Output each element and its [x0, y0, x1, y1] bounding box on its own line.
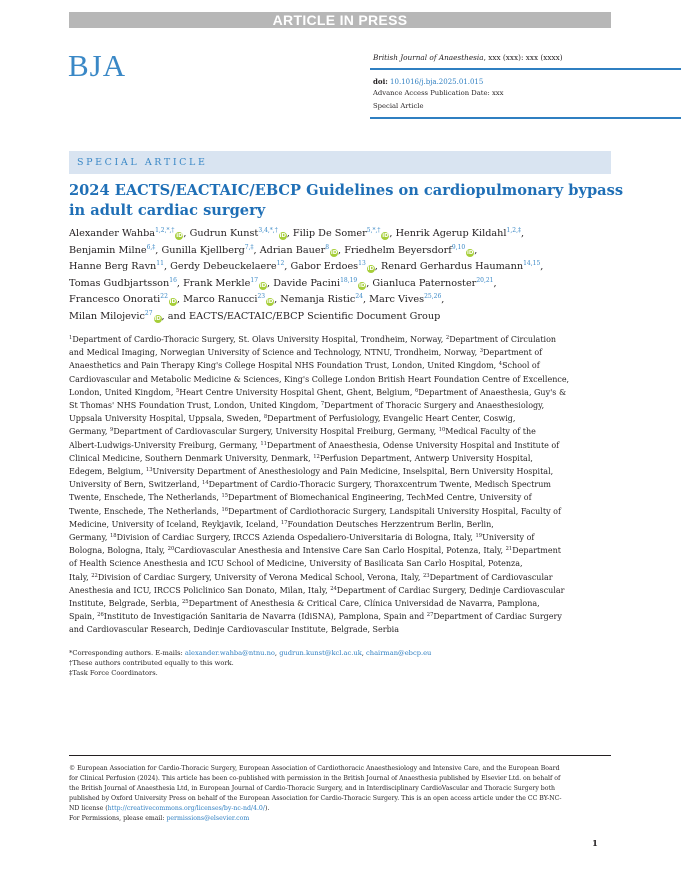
- author-name: Milan Milojevic: [69, 310, 145, 322]
- license-url-link[interactable]: http://creativecommons.org/licenses/by-nc-nd/4.0/: [107, 805, 265, 812]
- orcid-icon[interactable]: iD: [259, 282, 267, 289]
- affiliation-number: 18: [110, 533, 117, 540]
- affiliation-line: Anaesthetics and Pain Therapy King's College Hospital NHS Foundation Trust, London, United Kingdom, $^4$School of: [69, 361, 540, 371]
- journal-volume: , xxx (xxx): xxx (xxxx): [483, 53, 563, 62]
- license-line: published by Oxford University Press on behalf of the European Association for Cardio-Thoracic Surgery. This is an open access article under the CC BY-NC-: [69, 795, 562, 802]
- author-name: Gudrun Kunst: [189, 228, 259, 239]
- page-number: 1: [592, 839, 598, 849]
- affiliation-number: 19: [475, 533, 483, 540]
- author-affiliation-marks[interactable]: 12: [276, 260, 285, 267]
- affiliation-number: 16: [221, 506, 229, 513]
- affiliation-line: Twente, Enschede, The Netherlands, $^{16}$Department of Cardiothoracic Surgery, Landspitali University Hospital, Faculty of: [69, 506, 561, 516]
- author-separator: ,: [183, 228, 190, 239]
- author-affiliation-marks[interactable]: 1,2,*,†: [155, 227, 175, 234]
- author-separator: ,: [366, 277, 373, 289]
- author-affiliation-marks[interactable]: 9,10: [451, 243, 466, 251]
- article-in-press-banner: ARTICLE IN PRESS: [69, 12, 611, 28]
- license-suffix: ).: [264, 805, 270, 812]
- affiliation-line: University of Bern, Switzerland, $^{14}$Department of Cardio-Thoracic Surgery, Thoraxcentrum Twente, Medisch Spectrum: [69, 480, 551, 490]
- author-separator: ,: [286, 228, 293, 239]
- author-separator: ,: [374, 261, 381, 272]
- author-line: [69, 309, 621, 326]
- author-affiliation-marks[interactable]: 22: [160, 293, 168, 300]
- affiliation-line: Bologna, Bologna, Italy, $^{20}$Cardiovascular Anesthesia and Intensive Care San Carlo Hospital, Potenza, Italy, $^{21}$Department: [69, 546, 561, 556]
- author-name: Gerdy Debeuckelaere: [170, 261, 277, 272]
- author-name: Filip De Somer: [292, 228, 367, 239]
- affiliation-line: Italy, $^{22}$Division of Cardiac Surgery, University of Verona Medical School, Verona, Italy, $^{23}$Department of Cardiovascular: [69, 572, 553, 582]
- author-affiliation-marks[interactable]: 18,19: [340, 276, 358, 284]
- author-affiliation-marks[interactable]: 5,*,†: [366, 227, 381, 234]
- affiliation-number: 11: [260, 440, 267, 447]
- author-line: [69, 243, 621, 260]
- affiliation-line: Cardiovascular and Metabolic Medicine & Sciences, King's College London British Heart Foundation Centre of Excellence,: [69, 374, 570, 384]
- task-force-note: ‡Task Force Coordinators.: [69, 669, 158, 677]
- author-separator: ,: [163, 261, 171, 272]
- affiliation-line: $^1$Department of Cardio-Thoracic Surgery, St. Olavs University Hospital, Trondheim, Norway, $^2$Department of Circulation: [69, 335, 557, 344]
- affiliation-number: 10: [438, 427, 446, 434]
- author-list: [69, 226, 621, 325]
- orcid-icon[interactable]: iD: [466, 249, 474, 256]
- doi-line: [373, 77, 483, 86]
- affiliation-number: 3: [479, 348, 484, 355]
- affiliation-number: 14: [202, 480, 209, 487]
- journal-citation: [373, 53, 563, 62]
- affiliation-number: 20: [167, 546, 175, 553]
- orcid-icon[interactable]: iD: [330, 249, 338, 256]
- author-affiliation-marks[interactable]: 27: [144, 309, 153, 317]
- author-affiliation-marks[interactable]: 6,‡: [146, 243, 156, 251]
- author-separator: ,: [389, 228, 396, 239]
- author-footnotes: [69, 648, 615, 678]
- author-name: Tomas Gudbjartsson: [69, 277, 170, 289]
- orcid-icon[interactable]: iD: [154, 315, 161, 322]
- affiliation-line: Germany, $^9$Department of Cardiovascular Surgery, University Hospital Freiburg, Germany, $^{10}$Medical Faculty of the: [69, 427, 536, 437]
- affiliation-number: 17: [280, 519, 288, 526]
- license-line: © European Association for Cardio-Thoracic Surgery, European Association of Cardiothoracic Anaesthesiology and Intensive Care, and the European Board: [69, 765, 560, 772]
- email-link[interactable]: alexander.wahba@ntnu.no: [184, 649, 275, 657]
- author-affiliation-marks[interactable]: 7,‡: [244, 243, 254, 251]
- author-name: Alexander Wahba: [69, 228, 156, 239]
- affiliation-number: 23: [422, 572, 430, 579]
- section-bar: [69, 151, 611, 174]
- author-name: Davide Pacini: [273, 277, 341, 289]
- author-separator: ,: [253, 244, 260, 256]
- affiliation-line: Uppsala University Hospital, Uppsala, Sweden, $^8$Department of Perfusiology, Evangelic Heart Center, Coswig,: [69, 414, 516, 424]
- orcid-icon[interactable]: iD: [382, 233, 389, 239]
- affiliation-line: Institute, Belgrade, Serbia, $^{25}$Department of Anesthesia & Critical Care, Clínica Universidad de Navarra, Pamplona,: [69, 599, 540, 609]
- author-affiliation-marks[interactable]: 23: [257, 293, 266, 300]
- author-name: Gabor Erdoes: [290, 261, 359, 272]
- author-affiliation-marks[interactable]: 20,21: [476, 276, 494, 284]
- affiliation-number: 7: [320, 401, 325, 408]
- affiliation-line: Edegem, Belgium, $^{13}$University Department of Anesthesiology and Pain Medicine, Inselspital, Bern University Hospital,: [69, 467, 554, 477]
- section-label: SPECIAL ARTICLE: [77, 157, 208, 168]
- author-name: Henrik Agerup Kildahl: [395, 228, 507, 239]
- affiliation-number: 12: [313, 453, 320, 460]
- corresponding-authors-note: *Corresponding authors. E-mails: alexander.wahba@ntnu.no, gudrun.kunst@kcl.ac.uk, chairman@ebcp.eu: [69, 649, 432, 657]
- affiliation-number: 8: [263, 414, 268, 421]
- author-separator: ,: [176, 277, 184, 289]
- affiliation-number: 6: [414, 387, 419, 394]
- author-name: Marco Ranucci: [183, 294, 258, 305]
- equal-contribution-note: †These authors contributed equally to this work.: [69, 659, 234, 667]
- affiliation-line: Germany, $^{18}$Division of Cardiac Surgery, IRCCS Azienda Ospedaliero-Universitaria di Bologna, Italy, $^{19}$University of: [69, 533, 535, 543]
- affiliation-line: and Medical Imaging, Norwegian University of Science and Technology, NTNU, Trondheim, Norway, $^3$Department of: [69, 348, 543, 358]
- orcid-icon[interactable]: iD: [279, 233, 286, 239]
- header-rule-bottom: [370, 117, 681, 119]
- affiliation-line: London, United Kingdom, $^5$Heart Centre University Hospital Ghent, Ghent, Belgium, $^6$Department of Anaesthesia, Guy's &: [69, 387, 567, 397]
- affiliations: [69, 333, 615, 637]
- author-affiliation-marks[interactable]: 3,4,*,†: [258, 227, 278, 234]
- author-affiliation-marks[interactable]: 25,26: [424, 293, 442, 300]
- author-separator: ,: [338, 244, 345, 256]
- article-title: 2024 EACTS/EACTAIC/EBCP Guidelines on cardiopulmonary bypass in adult cardiac surgery: [69, 182, 624, 219]
- author-separator: ,: [176, 294, 184, 305]
- author-affiliation-marks[interactable]: 13: [358, 260, 366, 267]
- author-separator: ,: [362, 294, 370, 305]
- affiliation-line: Spain, $^{26}$Instituto de Investigación Sanitaria de Navarra (IdiSNA), Pamplona, Spain and $^{27}$Department of Cardiac Surgery: [69, 612, 562, 622]
- author-separator: ,: [267, 277, 274, 289]
- affiliation-number: 13: [145, 467, 153, 474]
- header-rule-top: [370, 68, 681, 70]
- affiliation-number: 4: [498, 361, 503, 368]
- license-line: the British Journal of Anaesthesia Ltd, in European Journal of Cardio-Thoracic Surgery, and in Interdisciplinary CardioVascular and Thoracic Surgery both: [69, 785, 555, 792]
- author-affiliation-marks[interactable]: 11: [156, 260, 164, 267]
- author-separator: ,: [474, 244, 478, 256]
- author-name: Adrian Bauer: [259, 244, 326, 256]
- journal-name[interactable]: British Journal of Anaesthesia: [373, 53, 484, 62]
- orcid-icon[interactable]: iD: [359, 282, 366, 289]
- author-affiliation-marks[interactable]: 17: [250, 276, 259, 284]
- affiliation-number: 24: [330, 585, 337, 592]
- author-name: Gianluca Paternoster: [372, 277, 477, 289]
- affiliation-number: 21: [505, 546, 513, 553]
- author-name: Marc Vives: [369, 294, 425, 305]
- author-separator: ,: [284, 261, 291, 272]
- affiliation-line: Anesthesia and ICU, IRCCS Policlinico San Donato, Milan, Italy, $^{24}$Department of Cardiac Surgery, Dedinje Cardiovascular: [69, 585, 565, 595]
- license-line: for Clinical Perfusion (2024). This article has been co-published with permission in the British Journal of Anaesthesia published by Elsevier Ltd. on behalf of: [69, 775, 561, 782]
- orcid-icon[interactable]: iD: [176, 233, 183, 239]
- orcid-icon[interactable]: iD: [266, 299, 274, 305]
- email-link[interactable]: gudrun.kunst@kcl.ac.uk: [279, 649, 362, 657]
- author-separator: ,: [493, 277, 497, 289]
- affiliation-line: Clinical Medicine, Southern Denmark University, Denmark, $^{12}$Perfusion Department, Antwerp University Hospital,: [69, 453, 533, 463]
- advance-access-date: Advance Access Publication Date: xxx: [373, 89, 504, 97]
- affiliation-number: 27: [426, 612, 434, 619]
- affiliation-number: 9: [110, 427, 114, 434]
- affiliation-line: and Cardiovascular Research, Dedinje Cardiovascular Institute, Belgrade, Serbia: [69, 625, 400, 635]
- author-affiliation-marks[interactable]: 24: [355, 293, 363, 300]
- author-affiliation-marks[interactable]: 16: [169, 276, 177, 284]
- affiliation-number: 2: [445, 335, 450, 341]
- corresponding-prefix: *Corresponding authors. E-mails:: [69, 649, 185, 657]
- affiliation-line: Medicine, University of Iceland, Reykjavik, Iceland, $^{17}$Foundation Deutsches Herzzentrum Berlin, Berlin,: [69, 519, 494, 529]
- author-name: Nemanja Ristic: [280, 294, 356, 305]
- author-affiliation-marks[interactable]: 8: [325, 243, 330, 251]
- author-separator: ,: [155, 244, 162, 256]
- license-prefix: ND license (: [69, 805, 108, 812]
- author-separator: ,: [274, 294, 281, 305]
- affiliation-line: St Thomas' NHS Foundation Trust, London, United Kingdom, $^7$Department of Thoracic Surgery and Anaesthesiology,: [69, 401, 545, 411]
- author-name: Friedhelm Beyersdorf: [344, 244, 452, 256]
- affiliation-number: 1: [69, 335, 73, 341]
- affiliation-line: Twente, Enschede, The Netherlands, $^{15}$Department of Biomechanical Engineering, TechMed Centre, University of: [69, 493, 532, 503]
- orcid-icon[interactable]: iD: [169, 299, 177, 305]
- author-name: Frank Merkle: [183, 277, 251, 289]
- orcid-icon[interactable]: iD: [367, 266, 375, 272]
- license-statement: [69, 764, 615, 824]
- author-separator: ,: [161, 310, 168, 322]
- author-name: Hanne Berg Ravn: [69, 261, 157, 272]
- author-name: Francesco Onorati: [69, 294, 161, 305]
- author-line: [69, 226, 621, 243]
- author-affiliation-marks[interactable]: 14,15: [523, 260, 541, 267]
- author-separator: ,: [441, 294, 445, 305]
- doi-link[interactable]: 10.1016/j.bja.2025.01.015: [390, 78, 484, 86]
- affiliation-number: 26: [97, 612, 104, 619]
- permissions-prefix: For Permissions, please email:: [69, 815, 167, 822]
- permissions-email-link[interactable]: permissions@elsevier.com: [166, 815, 250, 822]
- affiliation-line: Albert-Ludwigs-University Freiburg, Germany, $^{11}$Department of Anaesthesia, Odense University Hospital and Institute of: [69, 440, 560, 450]
- author-name: Renard Gerhardus Haumann: [380, 261, 524, 272]
- email-link[interactable]: chairman@ebcp.eu: [366, 649, 432, 657]
- author-line: [69, 276, 621, 293]
- affiliation-number: 5: [175, 387, 180, 394]
- license-line: [69, 804, 615, 814]
- author-line: [69, 259, 621, 276]
- article-type: Special Article: [373, 102, 424, 110]
- author-line: [69, 292, 621, 309]
- doi-label: doi:: [373, 77, 388, 86]
- affiliation-line: of Health Science Anesthesia and ICU School of Medicine, University of Basilicata San Carlo Hospital, Potenza,: [69, 559, 523, 569]
- author-name: and EACTS/EACTAIC/EBCP Scientific Document Group: [167, 310, 441, 322]
- affiliation-number: 15: [221, 493, 229, 500]
- author-name: Benjamin Milne: [69, 244, 147, 256]
- affiliation-number: 22: [91, 572, 98, 579]
- footer-rule: [69, 755, 611, 756]
- permissions-line: [69, 814, 615, 824]
- journal-logo: BJA: [68, 48, 127, 83]
- author-name: Gunilla Kjellberg: [161, 244, 245, 256]
- author-separator: ,: [520, 228, 525, 239]
- author-affiliation-marks[interactable]: 1,2,‡: [506, 227, 521, 234]
- affiliation-number: 25: [182, 599, 189, 606]
- author-separator: ,: [540, 261, 544, 272]
